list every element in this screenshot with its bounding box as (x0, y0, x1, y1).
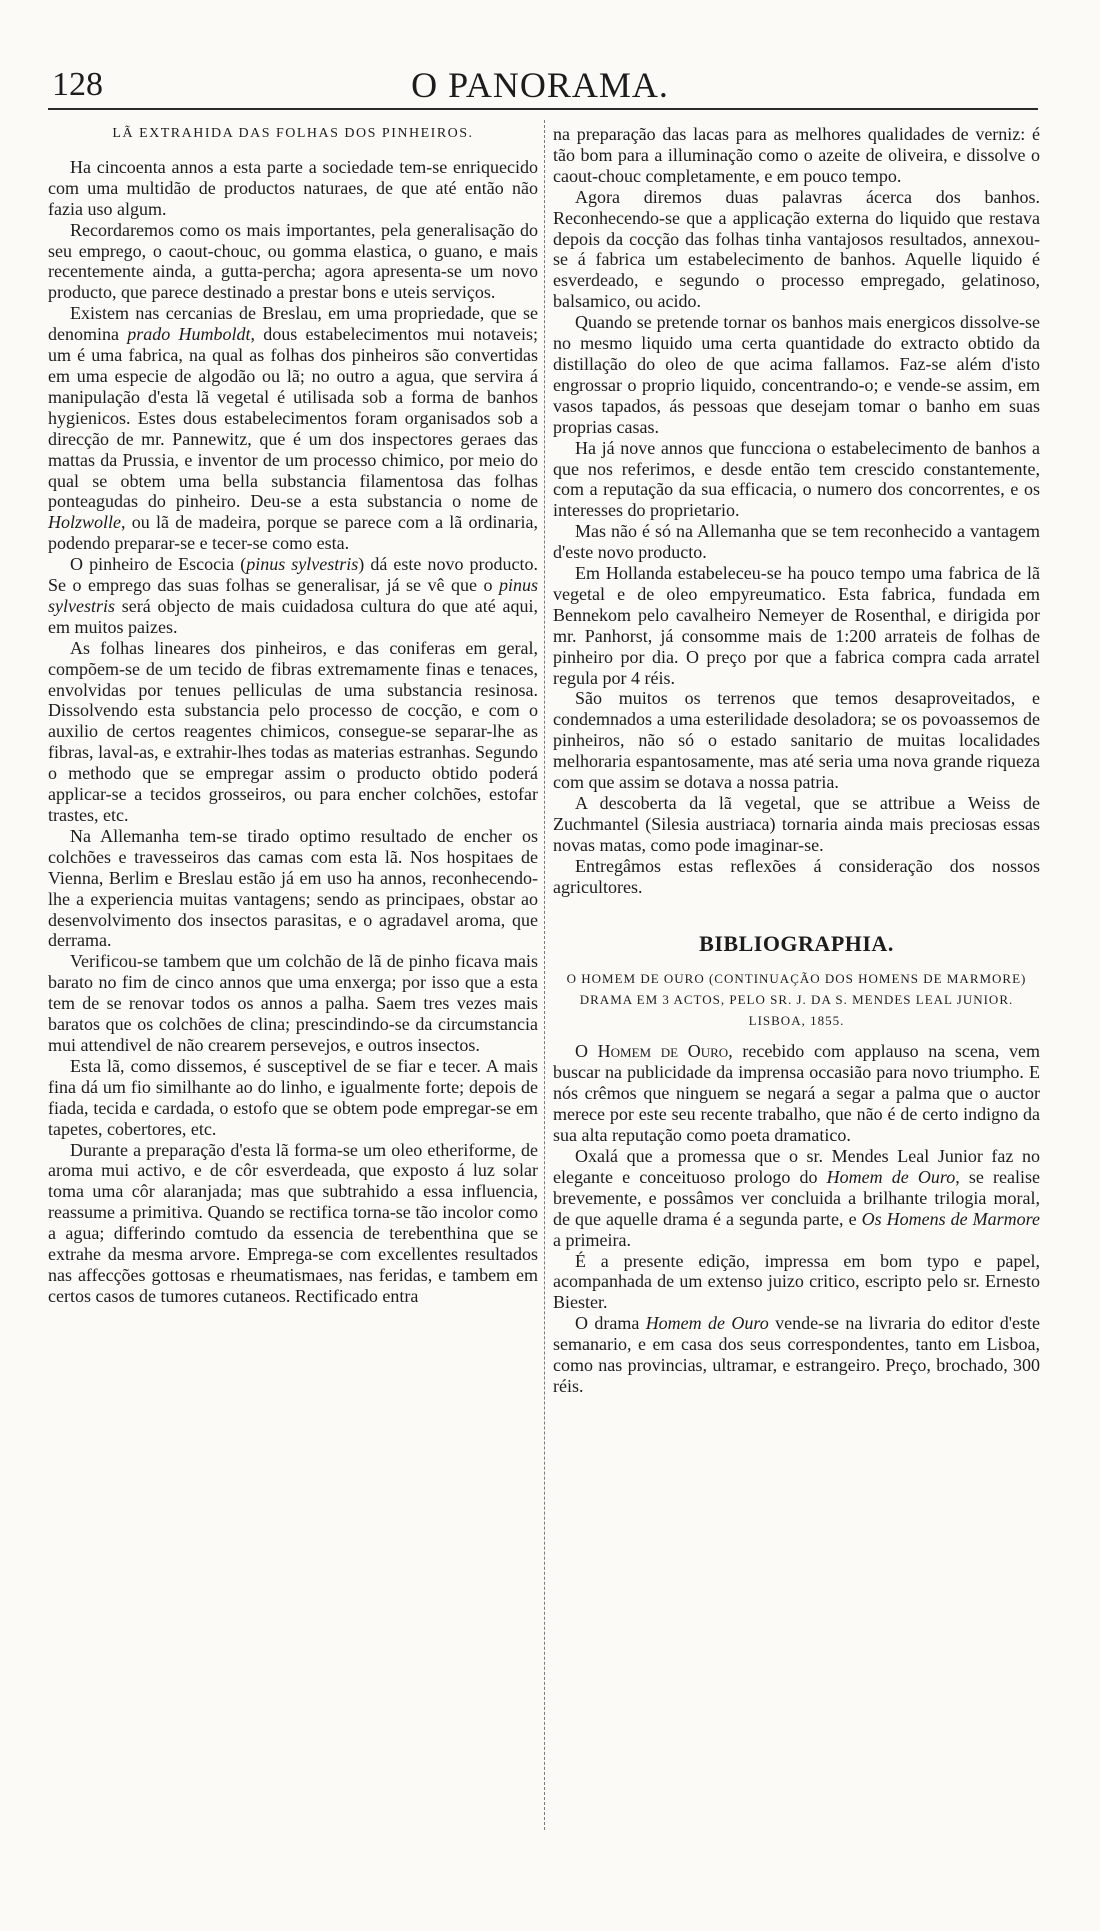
paragraph: Existem nas cercanias de Breslau, em uma propriedade, que se denomina prado Humboldt, dous estabelecimentos mui notaveis; um é uma fabrica, na qual as folhas dos pinheiros são convertidas em uma especie de algodão ou lã; no outro a agua, que servira á manipulação d'esta lã vegetal é utilisada sob a forma de banhos hygienicos. Estes dous estabelecimentos foram organisados sob a direcção de mr. Pannewitz, que é um dos inspectores geraes das mattas da Prussia, e inventor de um processo chimico, por meio do qual se obtem uma bella substancia filamentosa das folhas ponteagudas do pinheiro. Deu-se a esta substancia o nome de Holzwolle, ou lã de madeira, porque se parece com a lã ordinaria, podendo preparar-se e tecer-se como esta. (48, 303, 538, 554)
paragraph: O Homem de Ouro, recebido com applauso na scena, vem buscar na publicidade da imprensa occasião para novo triumpho. E nós crêmos que ninguem se negará a segar a palma que o auctor merece por este seu recente trabalho, que não é de certo indigno da sua alta reputação como poeta dramatico. (553, 1041, 1040, 1146)
paragraph: Ha cincoenta annos a esta parte a sociedade tem-se enriquecido com uma multidão de productos naturaes, de que até então não fazia uso algum. (48, 156, 538, 219)
paragraph: As folhas lineares dos pinheiros, e das coniferas em geral, compõem-se de um tecido de fibras extremamente finas e tenaces, envolvidas por tenues pelliculas de uma substancia resinosa. Dissolvendo esta substancia pelo processo de cocção, e com o auxilio de certos reagentes chimicos, consegue-se separar-lhe as fibras, laval-as, e extrahir-lhes todas as materias estranhas. Segundo o methodo que se empregar assim o producto obtido poderá applicar-se a tecidos grosseiros, ou para encher colchões, estofar trastes, etc. (48, 637, 538, 825)
section-heading: BIBLIOGRAPHIA. (699, 930, 894, 956)
paragraph: Entregâmos estas reflexões á consideração dos nossos agricultores. (553, 855, 1040, 897)
paragraph: Na Allemanha tem-se tirado optimo resultado de encher os colchões e travesseiros das camas com esta lã. Nos hospitaes de Vienna, Berlim e Breslau estão já em uso ha annos, reconhecendo-lhe a experiencia muitas vantagens; sendo as principaes, obstar ao desenvolvimento dos insectos parasitas, e o agradavel aroma, que derrama. (48, 825, 538, 951)
paragraph: Durante a preparação d'esta lã forma-se um oleo etheriforme, de aroma mui activo, e de côr esverdeada, que exposto á luz solar toma uma côr alaranjada; mas que subtrahido a essa influencia, reassume a primitiva. Quando se rectifica torna-se tão incolor como a agua; differindo comtudo da essencia de terebenthina que se extrahe da mesma arvore. Emprega-se com excellentes resultados nas affecções gottosas e rheumatismaes, nas feridas, e tambem em certos casos de tumores cutaneos. Rectificado entra (48, 1139, 538, 1306)
italic-text: pinus sylvestris (246, 554, 359, 575)
paragraph: Em Hollanda estabeleceu-se ha pouco tempo uma fabrica de lã vegetal e de oleo empyreumatico. Esta fabrica, fundada em Bennekom pelo cavalheiro Nemeyer de Rosenthal, e dirigida por mr. Panhorst, já consomme mais de 1:200 arrateis de folhas de pinheiro por dia. O preço por que a fabrica compra cada arratel regula por 4 réis. (553, 563, 1040, 688)
left-column (48, 124, 538, 1307)
journal-title: O PANORAMA. (411, 65, 669, 105)
italic-text: Homem de Ouro (645, 1313, 769, 1334)
paragraph: Recordaremos como os mais importantes, pela generalisação do seu emprego, o caout-chouc, ou gomma elastica, o guano, e mais recentemente ainda, a gutta-percha; agora apresenta-se um novo producto, que parece destinado a prestar bons e uteis serviços. (48, 219, 538, 303)
paragraph: São muitos os terrenos que temos desaproveitados, e condemnados a uma esterilidade desoladora; se os povoassemos de pinheiros, não só o estado sanitario de muitas localidades melhoraria espantosamente, mas até seria uma nova grande riqueza com que assim se dotava a nossa patria. (553, 688, 1040, 793)
paragraph: O pinheiro de Escocia (pinus sylvestris) dá este novo producto. Se o emprego das suas folhas se generalisar, já se vê que o pinus sylvestris será objecto de mais cuidadosa cultura do que até aqui, em muitos paizes. (48, 554, 539, 637)
page-number: 128 (52, 66, 103, 103)
italic-text: Os Homens de Marmore (861, 1208, 1040, 1229)
paragraph: Oxalá que a promessa que o sr. Mendes Leal Junior faz no elegante e conceituoso prologo do Homem de Ouro, se realise brevemente, e possâmos ver concluida a brilhante trilogia moral, de que aquelle drama é a segunda parte, e Os Homens de Marmore a primeira. (553, 1145, 1041, 1250)
italic-text: prado Humboldt (127, 324, 251, 345)
article-title: LÃ EXTRAHIDA DAS FOLHAS DOS PINHEIROS. (112, 126, 474, 141)
bibliography-entry: O HOMEM DE OURO (CONTINUAÇÃO DOS HOMENS DE MARMORE) DRAMA EM 3 ACTOS, PELO SR. J. DA S. MENDES LEAL JUNIOR. LISBOA, 1855. (566, 971, 1027, 1029)
paragraph: Mas não é só na Allemanha que se tem reconhecido a vantagem d'este novo producto. (553, 521, 1040, 563)
running-head (40, 60, 1040, 110)
column-divider (544, 120, 545, 1830)
italic-text: Holzwolle (48, 512, 122, 533)
paragraph: É a presente edição, impressa em bom typo e papel, acompanhada de um extenso juizo critico, escripto pelo sr. Ernesto Biester. (553, 1250, 1040, 1313)
paragraph-continuation: na preparação das lacas para as melhores qualidades de verniz: é tão bom para a illuminação como o azeite de oliveira, e dissolve o caout-chouc completamente, e em pouco tempo. (553, 124, 1040, 186)
work-title: O Homem de Ouro (575, 1041, 729, 1062)
paragraph: A descoberta da lã vegetal, que se attribue a Weiss de Zuchmantel (Silesia austriaca) tornaria ainda mais preciosas essas novas matas, como pode imaginar-se. (553, 793, 1040, 855)
paragraph: O drama Homem de Ouro vende-se na livraria do editor d'este semanario, e em casa dos seus correspondentes, tanto em Lisboa, como nas provincias, ultramar, e estrangeiro. Preço, brochado, 300 réis. (553, 1313, 1040, 1396)
right-column (553, 124, 1040, 1397)
paragraph: Esta lã, como dissemos, é susceptivel de se fiar e tecer. A mais fina dá um fio similhante ao do linho, e igualmente forte; depois de fiada, tecida e cardada, o estofo que se obtem pode empregar-se em tapetes, cobertores, etc. (48, 1055, 538, 1139)
italic-text: Homem de Ouro (826, 1166, 956, 1187)
paragraph: Ha já nove annos que funcciona o estabelecimento de banhos a que nos referimos, e desde então tem crescido constantemente, com a reputação da sua efficacia, o numero dos concorrentes, e os interesses do proprietario. (553, 437, 1040, 521)
paragraph: Agora diremos duas palavras ácerca dos banhos. Reconhecendo-se que a applicação externa do liquido que restava depois da cocção das folhas tinha vantajosos resultados, annexou-se á fabrica um estabelecimento de banhos. Aquelle liquido é esverdeado, e segundo o processo empregado, gelatinoso, balsamico, ou acido. (553, 186, 1040, 312)
header-rule (48, 108, 1038, 110)
paragraph: Verificou-se tambem que um colchão de lã de pinho ficava mais barato no fim de cinco annos que uma enxerga; por isso que a esta tem de se renovar todos os annos a palha. Saem tres vezes mais baratos que os colchões de clina; prescindindo-se da circumstancia mui attendivel de não crearem persevejos, e outros insectos. (48, 951, 538, 1055)
paragraph: Quando se pretende tornar os banhos mais energicos dissolve-se no mesmo liquido uma certa quantidade do extracto obtido da distillação do oleo de que acima fallamos. Faz-se além d'isto engrossar o proprio liquido, concentrando-o; e vende-se assim, em vasos tapados, ás pessoas que desejam tomar o banho em suas proprias casas. (553, 312, 1040, 437)
italic-text: pinus sylvestris (48, 575, 538, 616)
